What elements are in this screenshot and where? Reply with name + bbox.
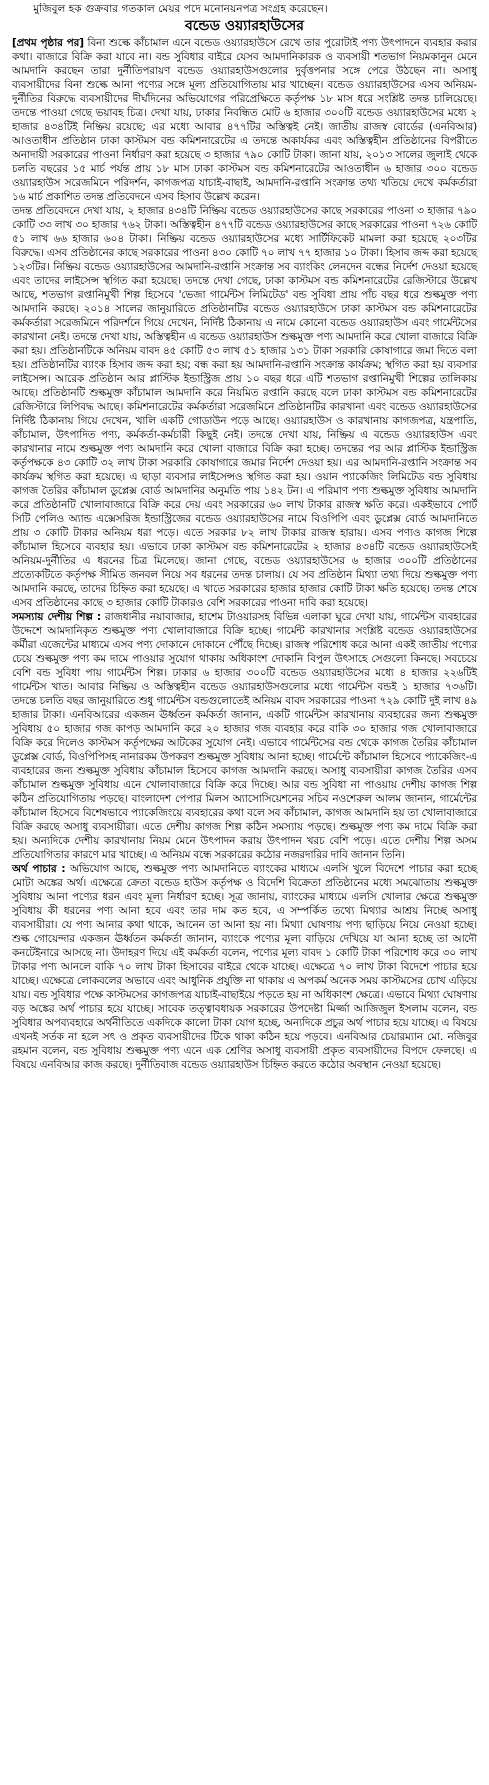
article-headline: বন্ডেড ওয়্যারহাউসের <box>184 18 305 34</box>
subheading-local-industry: সমস্যায় দেশীয় শিল্প : <box>12 611 101 623</box>
article-body <box>12 36 477 1072</box>
previous-article-tail: মুজিবুল হক গুক্রবার গতকাল মেয়র পদে মনোনয়নপত্র সংগ্রহ করেছেন। <box>33 3 328 15</box>
continuation-marker: [প্রথম পৃষ্ঠার পর] <box>12 37 84 49</box>
paragraph-text: অভিযোগ আছে, শুল্কমুক্ত পণ্য আমদানিতে ব্যাংকের মাধ্যমে এলসি খুলে বিদেশে পাচার করা হচ্ছে মোটা অঙ্কের অর্থ। এক্ষেত্রে ক্রেতা বন্ডেড হাউস কর্তৃপক্ষ ও বিদেশি বিক্রেতা প্রতিষ্ঠানের মধ্যে সমঝোতায় শুল্কমুক্ত সুবিধায় আনা পণ্যের ধরন এবং মূল্য নির্ধারণ হচ্ছে। সূত্র জানায়, ব্যাংকের মাধ্যমে এলসি খোলার ক্ষেত্রে শুল্কমুক্ত সুবিধায় কী ধরনের পণ্য আনা হবে এবং তার দাম কত হবে, এ সম্পর্কিত তথ্যে মিথ্যার আশ্রয় নিচ্ছে অসাধু ব্যবসায়ীরা। যে পণ্য আনার কথা থাকে, আনেন তা আনা হয় না। মিথ্যা ঘোষণায় পণ্য ছাড়িয়ে নিয়ে নেওয়া হচ্ছে। শুল্ক গোয়েন্দার একজন ঊর্ধ্বতন কর্মকর্তা জানান, ব্যাংকে পণ্যের মূল্য বাড়িয়ে দেখিয়ে যা আনা হচ্ছে তা আদৌ কনটেইনারে আসছে না। উদাহরণ দিয়ে এই কর্মকর্তা বলেন, পণ্যের মূল্য বাবদ ১ কোটি টাকা পরিশোধ করে ৩০ লাখ টাকার পণ্য আনলে বাকি ৭০ লাখ টাকা হিসাবের বাইরে থেকে যাচ্ছে। এক্ষেত্রে ৭০ লাখ টাকা বিদেশে পাচার হয়ে যাচ্ছে। এক্ষেত্রে লোকবলের অভাবে এবং আধুনিক প্রযুক্তি না থাকায় এ অপকর্ম অনেক সময় কাস্টমসের চোখ এড়িয়ে যায়। বন্ড সুবিধার পক্ষে কাস্টমসের কাগজপত্র যাচাই-বাছাইয়ে পড়তে হয় না অধিকাংশ ক্ষেত্রে। এভাবে মিথ্যা ঘোষণায় বড় অঙ্কের অর্থ পাচার হয়ে যাচ্ছে। সাবেক তত্ত্বাবধায়ক সরকারের উপদেষ্টা মির্জ্জা আজিজুল ইসলাম বলেন, বন্ড সুবিধার অপব্যবহারে অর্থনীতিতে একদিকে কালো টাকা যোগ হচ্ছে, অন্যদিকে প্রচুর অর্থ পাচার হয়ে যাচ্ছে। এ বিষয়ে এখনই সর্তক না হলে সৎ ও প্রকৃত ব্যবসায়ীদের টিকে থাকা কঠিন হয়ে পড়বে। এনবিআর চেয়ারম্যান মো. নজিবুর রহমান বলেন, বন্ড সুবিধায় শুল্কমুক্ত পণ্য এনে এক শ্রেণির অসাধু ব্যবসায়ী প্রকৃত ব্যবসায়ীদের বিপদে ফেলছে। এ বিষয়ে এনবিআর কাজ করছে। দুর্নীতিবাজ বন্ডেড ওয়্যারহাউস চিহ্নিত করতে কঠোর অবস্থান নেওয়া হয়েছে। <box>12 863 477 1071</box>
article-paragraph-local-industry <box>12 610 477 862</box>
paragraph-text: রাজধানীর নয়াবাজার, হাশেম টাওয়ারসহ বিভিন্ন এলাকা ঘুরে দেখা যায়, গার্মেন্টস ব্যবহারের উদ্দেশে আমদানিকৃত শুল্কমুক্ত পণ্য খোলাবাজারে বিক্রি হচ্ছে। গার্মেন্ট কারখানার সংশ্লিষ্ট বন্ডেড ওয়্যারহাউসের কর্মীরা এজেন্টের মাধ্যমে এসব পণ্য দোকানে দোকানে পৌঁছে দিচ্ছে। রাজস্ব পরিশোধ করে আনা একই জাতীয় পণ্যের চেয়ে শুল্কমুক্ত পণ্য কম দামে পাওয়ার সুযোগ থাকায় অধিকাংশ দোকানি বিপুল উৎসাহে সেগুলো কিনছে। সবচেয়ে বেশি বন্ড সুবিধা পায় গার্মেন্টস শিল্প। ঢাকার ৬ হাজার ৩০০টি বন্ডেড ওয়্যারহাউসের মধ্যে ৪ হাজার ২২৬টিই গার্মেন্টস খাত। আবার নিষ্ক্রিয় ও অস্তিত্বহীন বন্ডেড ওয়্যারহাউসগুলোর মধ্যে গার্মেন্টস বন্ডই ১ হাজার ৭৩৬টি। তদন্তে চলতি বছর জানুয়ারিতে শুধু গার্মেন্টস বন্ডগুলোতেই অনিয়ম বাবদ সরকারের পাওনা ৭২৯ কোটি দুই লাখ ৪৯ হাজার টাকা। এনবিআরের একজন ঊর্ধ্বতন কর্মকর্তা জানান, একটি গার্মেন্টস কারখানায় ব্যবহারের জন্য শুল্কমুক্ত সুবিধায় ৫০ হাজার গজ কাপড় আমদানি করে ২০ হাজার গজ ব্যবহার করে বাকি ৩০ হাজার গজ খোলাবাজারে বিক্রি করে দিলেও কাস্টমস কর্তৃপক্ষের আটকের সুযোগ নেই। এভাবে গার্মেন্টসের বন্ড থেকে কাগজ তৈরির কাঁচামাল ডুপ্লেক্স বোর্ড, বিওপিপিসহ নানারকম উপকরণ শুল্কমুক্ত সুবিধায় আনা হচ্ছে। গার্মেন্টে কাঁচামাল হিসেবে প্যাকেজিং-এ ব্যবহারের জন্য শুল্কমুক্ত সুবিধায় কাঁচামাল হিসেবে কাগজ আমদানি করছে। অসাধু ব্যবসায়ীরা কাগজ তৈরির এসব কাঁচামাল শুল্কমুক্ত সুবিধায় এনে খোলাবাজারে বিক্রি করে দিচ্ছে। আর বন্ড সুবিধা না পাওয়ায় দেশীয় কাগজ শিল্প কঠিন প্রতিযোগিতায় পড়ছে। বাংলাদেশ পেপার মিলস অ্যাসোসিয়েশনের সচিব নওশেরুল আলম জানান, গার্মেন্টের কাঁচামাল হিসেবে বিশেষভাবে প্যাকেজিংয়ে ব্যবহারের কথা বলে সব কাঁচামাল, কাগজ আমদানি হয় তা খোলাবাজারে বিক্রি করছে অসাধু ব্যবসায়ীরা। এতে দেশীয় কাগজ শিল্প কঠিন সমস্যায় পড়ছে। শুল্কমুক্ত পণ্য কম দামে বিক্রি করা হয়। অন্যদিকে দেশীয় কারখানায় নিয়ম মেনে উৎপাদন করায় উৎপাদন খরচ বেশি পড়ে। এতে দেশীয় শিল্প অসম প্রতিযোগিতার কারণে মার খাচ্ছে। এ অনিয়ম বন্ধে সরকারের কঠোর নজরদারির দাবি জানান তিনি। <box>12 611 477 861</box>
paragraph-text: তদন্ত প্রতিবেদনে দেখা যায়, ২ হাজার ৪৩৪টি নিষ্ক্রিয় বন্ডেড ওয়্যারহাউসের কাছে সরকারের পাওনা ৩ হাজার ৭৯০ কোটি ৩৩ লাখ ৩০ হাজার ৭৬২ টাকা। অস্তিত্বহীন ৪৭৭টি বন্ডেড ওয়্যারহাউসের কাছে সরকারের পাওনা ৭২৬ কোটি ৫১ লাখ ৬৬ হাজার ৬০৪ টাকা। নিষ্ক্রিয় বন্ডেড ওয়্যারহাউসের মধ্যে সার্টিফিকেট মামলা করা হয়েছে ২০৩টির বিরুদ্ধে। এসব প্রতিষ্ঠানের কাছে সরকারের পাওনা ৪৩০ কোটি ৭০ লাখ ৭৭ হাজার ১০ টাকা। হিসাব জব্দ করা হয়েছে ১২৩টির। নিষ্ক্রিয় বন্ডেড ওয়্যারহাউসের আমদানি-রপ্তানি সংক্রান্ত সব ব্যাংকিং লেনদেন বন্ধের নির্দেশ দেওয়া হয়েছে এবং তাদের লাইসেন্স স্থগিত করা হয়েছে। তদন্তে দেখা গেছে, ঢাকা কাস্টমস বন্ড কমিশনারেটের রেজিস্টারে উল্লেখ আছে, শতভাগ রপ্তানিমুখী শিল্প হিসেবে 'ভেজা গার্মেন্টস লিমিটেড' বন্ড সুবিধা প্রায় পাঁচ বছর ধরে শুল্কমুক্ত পণ্য আমদানি করছে। ২০১৪ সালের জানুয়ারিতে প্রতিষ্ঠানটির বন্ডেড ওয়্যারহাউসে ঢাকা কাস্টমস বন্ড কমিশনারেটের কর্মকর্তারা সরেজমিনে পরিদর্শনে গিয়ে দেখেন, নির্দিষ্ট ঠিকানায় এ নামে কোনো বন্ডেড ওয়্যারহাউস এবং গার্মেন্টসের কারখানা নেই। তদন্তে দেখা যায়, অস্তিত্বহীন এ বন্ডেড ওয়্যারহাউস শুল্কমুক্ত পণ্য আমদানি করে খোলা বাজারে বিক্রি করা হয়। প্রতিষ্ঠানটিকে অনিয়ম বাবদ ৪৫ কোটি ৫৩ লাখ ৫১ হাজার ১৩১ টাকা সরকারি কোষাগারে জমা দিতে বলা হয়। প্রতিষ্ঠানটির ব্যাংক হিসাব জব্দ করা হয়; বন্ধ করা হয় আমদানি-রপ্তানি সংক্রান্ত কার্যক্রম; স্থগিত করা হয় ব্যবসার লাইসেন্স। আরেক প্রতিষ্ঠান আর প্লাস্টিক ইন্ডাস্ট্রিজ প্রায় ১০ বছর ধরে এটি শতভাগ রপ্তানিমুখী শিল্পের তালিকায় আছে। প্রতিষ্ঠানটি শুল্কমুক্ত কাঁচামাল আমদানি করে নিয়মিত রপ্তানি করছে বলে ঢাকা কাস্টমস বন্ড কমিশনারেটের রেজিস্টারে লিপিবদ্ধ আছে। কমিশনারেটের কর্মকর্তারা সরেজমিনে প্রতিষ্ঠানটির কারখানা এবং বন্ডেড ওয়্যারহাউসের নির্দিষ্ট ঠিকানায় গিয়ে দেখেন, খালি একটি গোডাউন পড়ে আছে। ওয়্যারহাউস ও কারখানায় কাগজপত্র, যন্ত্রপাতি, কাঁচামাল, উৎপাদিত পণ্য, কর্মকর্তা-কর্মচারী কিছুই নেই। তদন্তে দেখা যায়, নিষ্ক্রিয় এ বন্ডেড ওয়্যারহাউস এবং কারখানার নামে শুল্কমুক্ত পণ্য আমদানি করে খোলা বাজারে বিক্রি করা হচ্ছে। তদন্তের পর আর প্লাস্টিক ইন্ডাস্ট্রিজ কর্তৃপক্ষকে ৪৩ কোটি ৩২ লাখ টাকা সরকারি কোষাগারে জমার নির্দেশ দেওয়া হয়। এর আমদানি-রপ্তানি সংক্রান্ত সব কার্যক্রম স্থগিত করা হয়েছে। এ ছাড়া ব্যবসার লাইসেন্সও স্থগিত করা হয়। ওয়ান প্যাকেজিং লিমিটেড বন্ড সুবিধায় কাগজ তৈরির কাঁচামাল ডুপ্লেক্স বোর্ড আমদানির অনুমতি পায় ১৪২ টন। এ পরিমাণ পণ্য শুল্কমুক্ত সুবিধায় আমদানি করে প্রতিষ্ঠানটি খোলাবাজারে বিক্রি করে দেয় এবং সরকারের ৬০ লাখ টাকার রাজস্ব ক্ষতি করে। একইভাবে পোর্ট সিটি পেলিও অ্যান্ড এক্সেসরিজ ইন্ডাস্ট্রিজের বন্ডেড ওয়্যারহাউসের নামে বিওপিপি এবং ডুপ্লেক্স বোর্ড আমদানিতে প্রায় ৩ কোটি টাকার অনিয়ম ধরা পড়ে। এতে সরকার ৮২ লাখ টাকার রাজস্ব হারায়। এসব পণ্যও কাগজ শিল্পে কাঁচামাল হিসেবে ব্যবহার হয়। এভাবে ঢাকা কাস্টমস বন্ড কমিশনারেটের ২ হাজার ৪৩৪টি বন্ডেড ওয়্যারহাউসেই অনিয়ম-দুর্নীতির এ ধরনের চিত্র মিলেছে। জানা গেছে, বন্ডেড ওয়্যারহাউসের ৬ হাজার ৩০০টি প্রতিষ্ঠানের প্রত্যেকটিতে কর্তৃপক্ষ সীমিত জনবল নিয়ে সব ধরনের তদন্ত চালায়। যে সব প্রতিষ্ঠান মিথ্যা তথ্য দিয়ে শুল্কমুক্ত পণ্য আমদানি করছে, তাদের চিহ্নিত করা হয়েছে। এ খাতে সরকারের হাজার হাজার কোটি টাকা ক্ষতি হয়েছে। তদন্ত শেষে এসব প্রতিষ্ঠানের কাছে ৩ হাজার কোটি টাকারও বেশি সরকারের পাওনা দাবি করা হয়েছে। <box>12 205 477 609</box>
subheading-money-laundering: অর্থ পাচার : <box>12 863 66 875</box>
article-paragraph-investigation <box>12 204 477 610</box>
article-paragraph-money-laundering <box>12 862 477 1072</box>
paragraph-text: বিনা শুল্কে কাঁচামাল এনে বন্ডেড ওয়্যারহাউসে রেখে তার পুরোটাই পণ্য উৎপাদনে ব্যবহার করার কথা। বাজারে বিক্রি করা যাবে না। বন্ড সুবিধার বাইরে যেসব আমদানিকারক ও ব্যবসায়ী শতভাগ নিয়মকানুন মেনে আমদানি করছেন তারা দুর্নীতিপরায়ণ বন্ডেড ওয়্যারহাউসগুলোর দুর্বৃত্তপনার সঙ্গে পেরে উঠছেন না। অসাধু ব্যবসায়ীদের বিনা শুল্কে আনা পণ্যের সঙ্গে মূল্য প্রতিযোগিতায় মার খাচ্ছেন। বন্ডেড ওয়্যারহাউসের এসব অনিয়ম-দুর্নীতির বিরুদ্ধে ব্যবসায়ীদের দীর্ঘদিনের অভিযোগের পরিপ্রেক্ষিতে কর্তৃপক্ষ ১৮ মাস ধরে সংশ্লিষ্ট তদন্ত চালিয়েছে। তদন্তে পাওয়া গেছে ভয়াবহ চিত্র। দেখা যায়, ঢাকার নিবন্ধিত মোট ৬ হাজার ৩০০টি বন্ডেড ওয়্যারহাউসের মধ্যে ২ হাজার ৪৩৪টিই নিষ্ক্রিয় রয়েছে; এর মধ্যে আবার ৪৭৭টির অস্তিত্বই নেই। জাতীয় রাজস্ব বোর্ডের (এনবিআর) আওতাধীন প্রতিষ্ঠান ঢাকা কাস্টমস বন্ড কমিশনারেটের এ তদন্তে অকার্যকর এবং অস্তিত্বহীন প্রতিষ্ঠানের বিপরীতে অনাদায়ী সরকারের পাওনা নির্ধারণ করা হয়েছে ৩ হাজার ৭৯০ কোটি টাকা। জানা যায়, ২০১৩ সালের জুলাই থেকে চলতি বছরের ১৫ মার্চ পর্যন্ত প্রায় ১৮ মাস ঢাকা কাস্টমস বন্ড কমিশনারেটের আওতাধীন ৬ হাজার ৩০০ বন্ডেড ওয়্যারহাউস সরেজমিনে পরিদর্শন, কাগজপত্র যাচাই-বাছাই, আমদানি-রপ্তানি সংক্রান্ত তথ্য খতিয়ে দেখে কর্মকর্তারা ১৬ মার্চ প্রকাশিত তদন্ত প্রতিবেদনে এসব হিসাব উল্লেখ করেন। <box>12 37 478 203</box>
article-paragraph-intro <box>12 36 477 204</box>
